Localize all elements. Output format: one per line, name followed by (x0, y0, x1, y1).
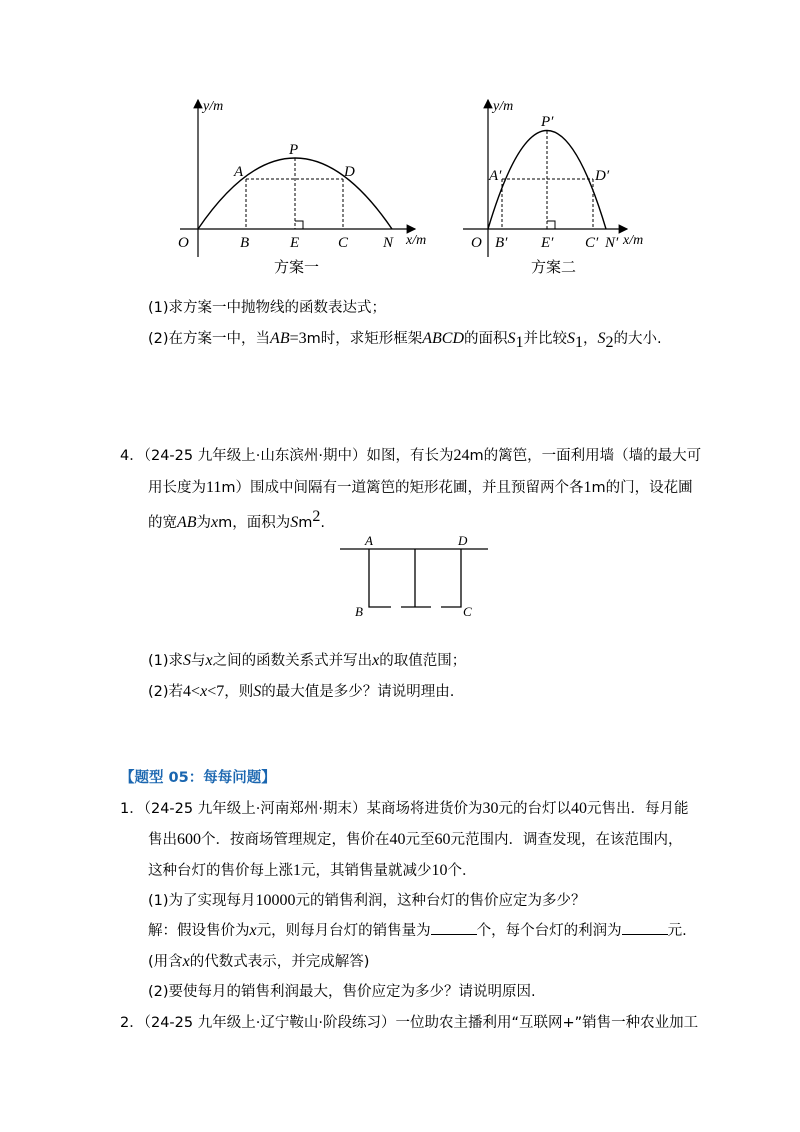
label-C-prime: C′ (585, 235, 599, 251)
figure-scheme-two (455, 92, 670, 262)
s1-line-1: 1．（24-25 九年级上·河南郑州·期末）某商场将进货价为30元的台灯以40元售出．每月能 (120, 800, 689, 817)
q4-line-2: 用长度为11m）围成中间隔有一道篱笆的矩形花圃，并且预留两个各1m的门，设花圃 (148, 479, 693, 496)
figure-scheme-one (170, 92, 440, 262)
q4-line-3: 的宽AB为xm，面积为Sm$^2$. (148, 508, 326, 531)
label-B-prime: B′ (495, 235, 508, 251)
label-C: C (338, 235, 349, 251)
right-angle-mark (547, 221, 555, 229)
label-A: A (234, 164, 244, 180)
label-E-prime: E′ (541, 235, 554, 251)
label-x-axis: x/m (623, 233, 644, 248)
fence-middle (401, 549, 431, 607)
s1-part-2: (2)要使每月的销售利润最大，售价应定为多少？请说明原因. (148, 984, 536, 1000)
label-D: D (458, 533, 468, 548)
parabola (488, 131, 606, 230)
label-B: B (240, 235, 250, 251)
label-N: N (383, 235, 394, 251)
label-x-axis: x/m (406, 233, 427, 248)
q4-part-2: (2)若4<x<7，则S的最大值是多少？请说明理由. (148, 683, 455, 700)
right-angle-mark (295, 221, 303, 229)
answer-blank-sales[interactable] (431, 920, 477, 935)
label-D-prime: D′ (595, 168, 610, 184)
label-A: A (365, 533, 373, 548)
caption-scheme-one: 方案一 (274, 258, 320, 276)
s1-line-2: 售出600个．按商场管理规定，售价在40元至60元范围内．调查发现，在该范围内， (148, 831, 683, 848)
label-y-axis: y/m (203, 99, 224, 114)
label-A-prime: A′ (489, 168, 502, 184)
s2-line-1: 2．（24-25 九年级上·辽宁鞍山·阶段练习）一位助农主播利用“互联网+”销售一种农业加工 (120, 1015, 699, 1031)
s1-solution: 解：假设售价为x元，则每月台灯的销售量为 个，每个台灯的利润为 元. (148, 922, 687, 939)
s1-solution-note: (用含x的代数式表示，并完成解答) (148, 953, 370, 970)
q4-line-1: 4．（24-25 九年级上·山东滨州·期中）如图，有长为24m的篱笆，一面利用墙（墙的最大可 (120, 447, 702, 464)
q3-part-1: (1)求方案一中抛物线的函数表达式； (148, 300, 387, 316)
label-E: E (290, 235, 300, 251)
label-B: B (355, 604, 363, 619)
label-O: O (471, 235, 482, 251)
label-P: P (289, 142, 299, 158)
label-P-prime: P′ (541, 114, 554, 130)
answer-blank-profit[interactable] (622, 920, 668, 935)
section-heading: 【题型 05：每每问题】 (120, 770, 276, 786)
s1-part-1: (1)为了实现每月10000元的销售利润，这种台灯的售价应定为多少？ (148, 892, 586, 909)
q3-part-2: (2)在方案一中，当AB=3m时，求矩形框架ABCD的面积$S_1$并比较$S_1$，$S_2$的大小. (148, 330, 662, 351)
label-C: C (463, 604, 472, 619)
fence-left (369, 549, 391, 607)
s1-line-3: 这种台灯的售价每上涨1元，其销售量就减少10个． (148, 862, 477, 879)
label-D: D (344, 164, 355, 180)
figure-garden (335, 532, 495, 622)
caption-scheme-two: 方案二 (531, 258, 577, 276)
fence-right (441, 549, 461, 607)
label-y-axis: y/m (493, 99, 514, 114)
label-N-prime: N′ (605, 235, 619, 251)
q4-part-1: (1)求S与x之间的函数关系式并写出x的取值范围； (148, 652, 467, 669)
label-O: O (178, 235, 189, 251)
